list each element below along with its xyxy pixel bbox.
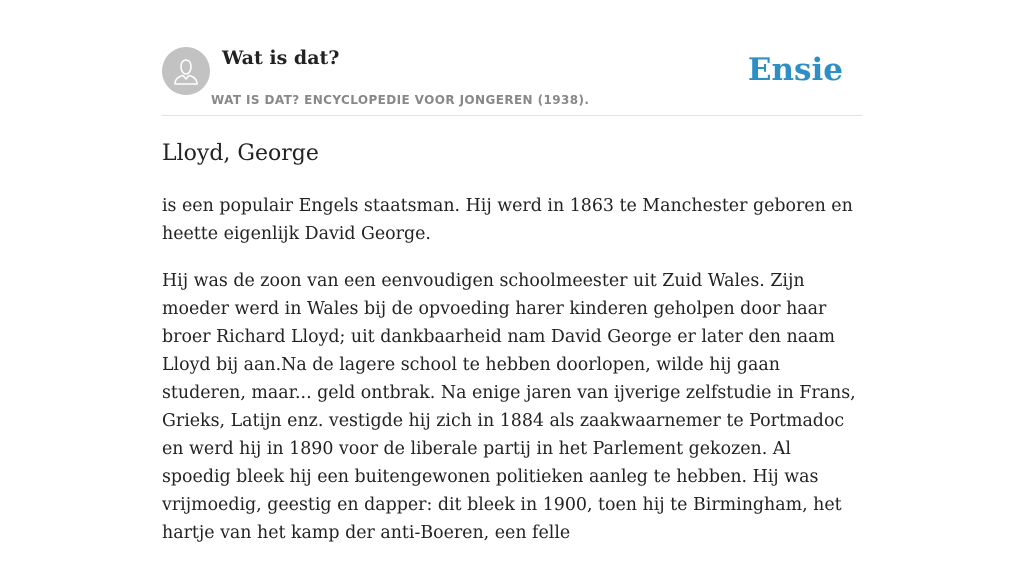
source-title[interactable]: Wat is dat? xyxy=(222,47,340,69)
article-title: Lloyd, George xyxy=(162,141,319,166)
ensie-logo[interactable]: Ensie xyxy=(747,52,843,88)
article-body xyxy=(162,192,862,566)
source-header xyxy=(162,0,862,116)
article-paragraph: Hij was de zoon van een eenvoudigen schoolmeester uit Zuid Wales. Zijn moeder werd in Wales bij de opvoeding harer kinderen geholpen door haar broer Richard Lloyd; uit dankbaarheid nam David George er later den naam Lloyd bij aan.Na de lagere school te hebben doorlopen, wilde hij gaan studeren, maar... geld ontbrak. Na enige jaren van ijverige zelfstudie in Frans, Grieks, Latijn enz. vestigde hij zich in 1884 als zaakwaarnemer te Portmadoc en werd hij in 1890 voor de liberale partij in het Parlement gekozen. Al spoedig bleek hij een buitengewonen politieken aanleg te hebben. Hij was vrijmoedig, geestig en dapper: dit bleek in 1900, toen hij te Birmingham, het hartje van het kamp der anti-Boeren, een felle xyxy=(162,271,856,543)
avatar[interactable] xyxy=(162,47,210,95)
user-silhouette-icon xyxy=(171,56,201,86)
source-subtitle: WAT IS DAT? ENCYCLOPEDIE VOOR JONGEREN (1938). xyxy=(211,93,590,107)
article-paragraph: is een populair Engels staatsman. Hij werd in 1863 te Manchester geboren en heette eigenlijk David George. xyxy=(162,196,853,244)
content-container xyxy=(162,0,862,543)
